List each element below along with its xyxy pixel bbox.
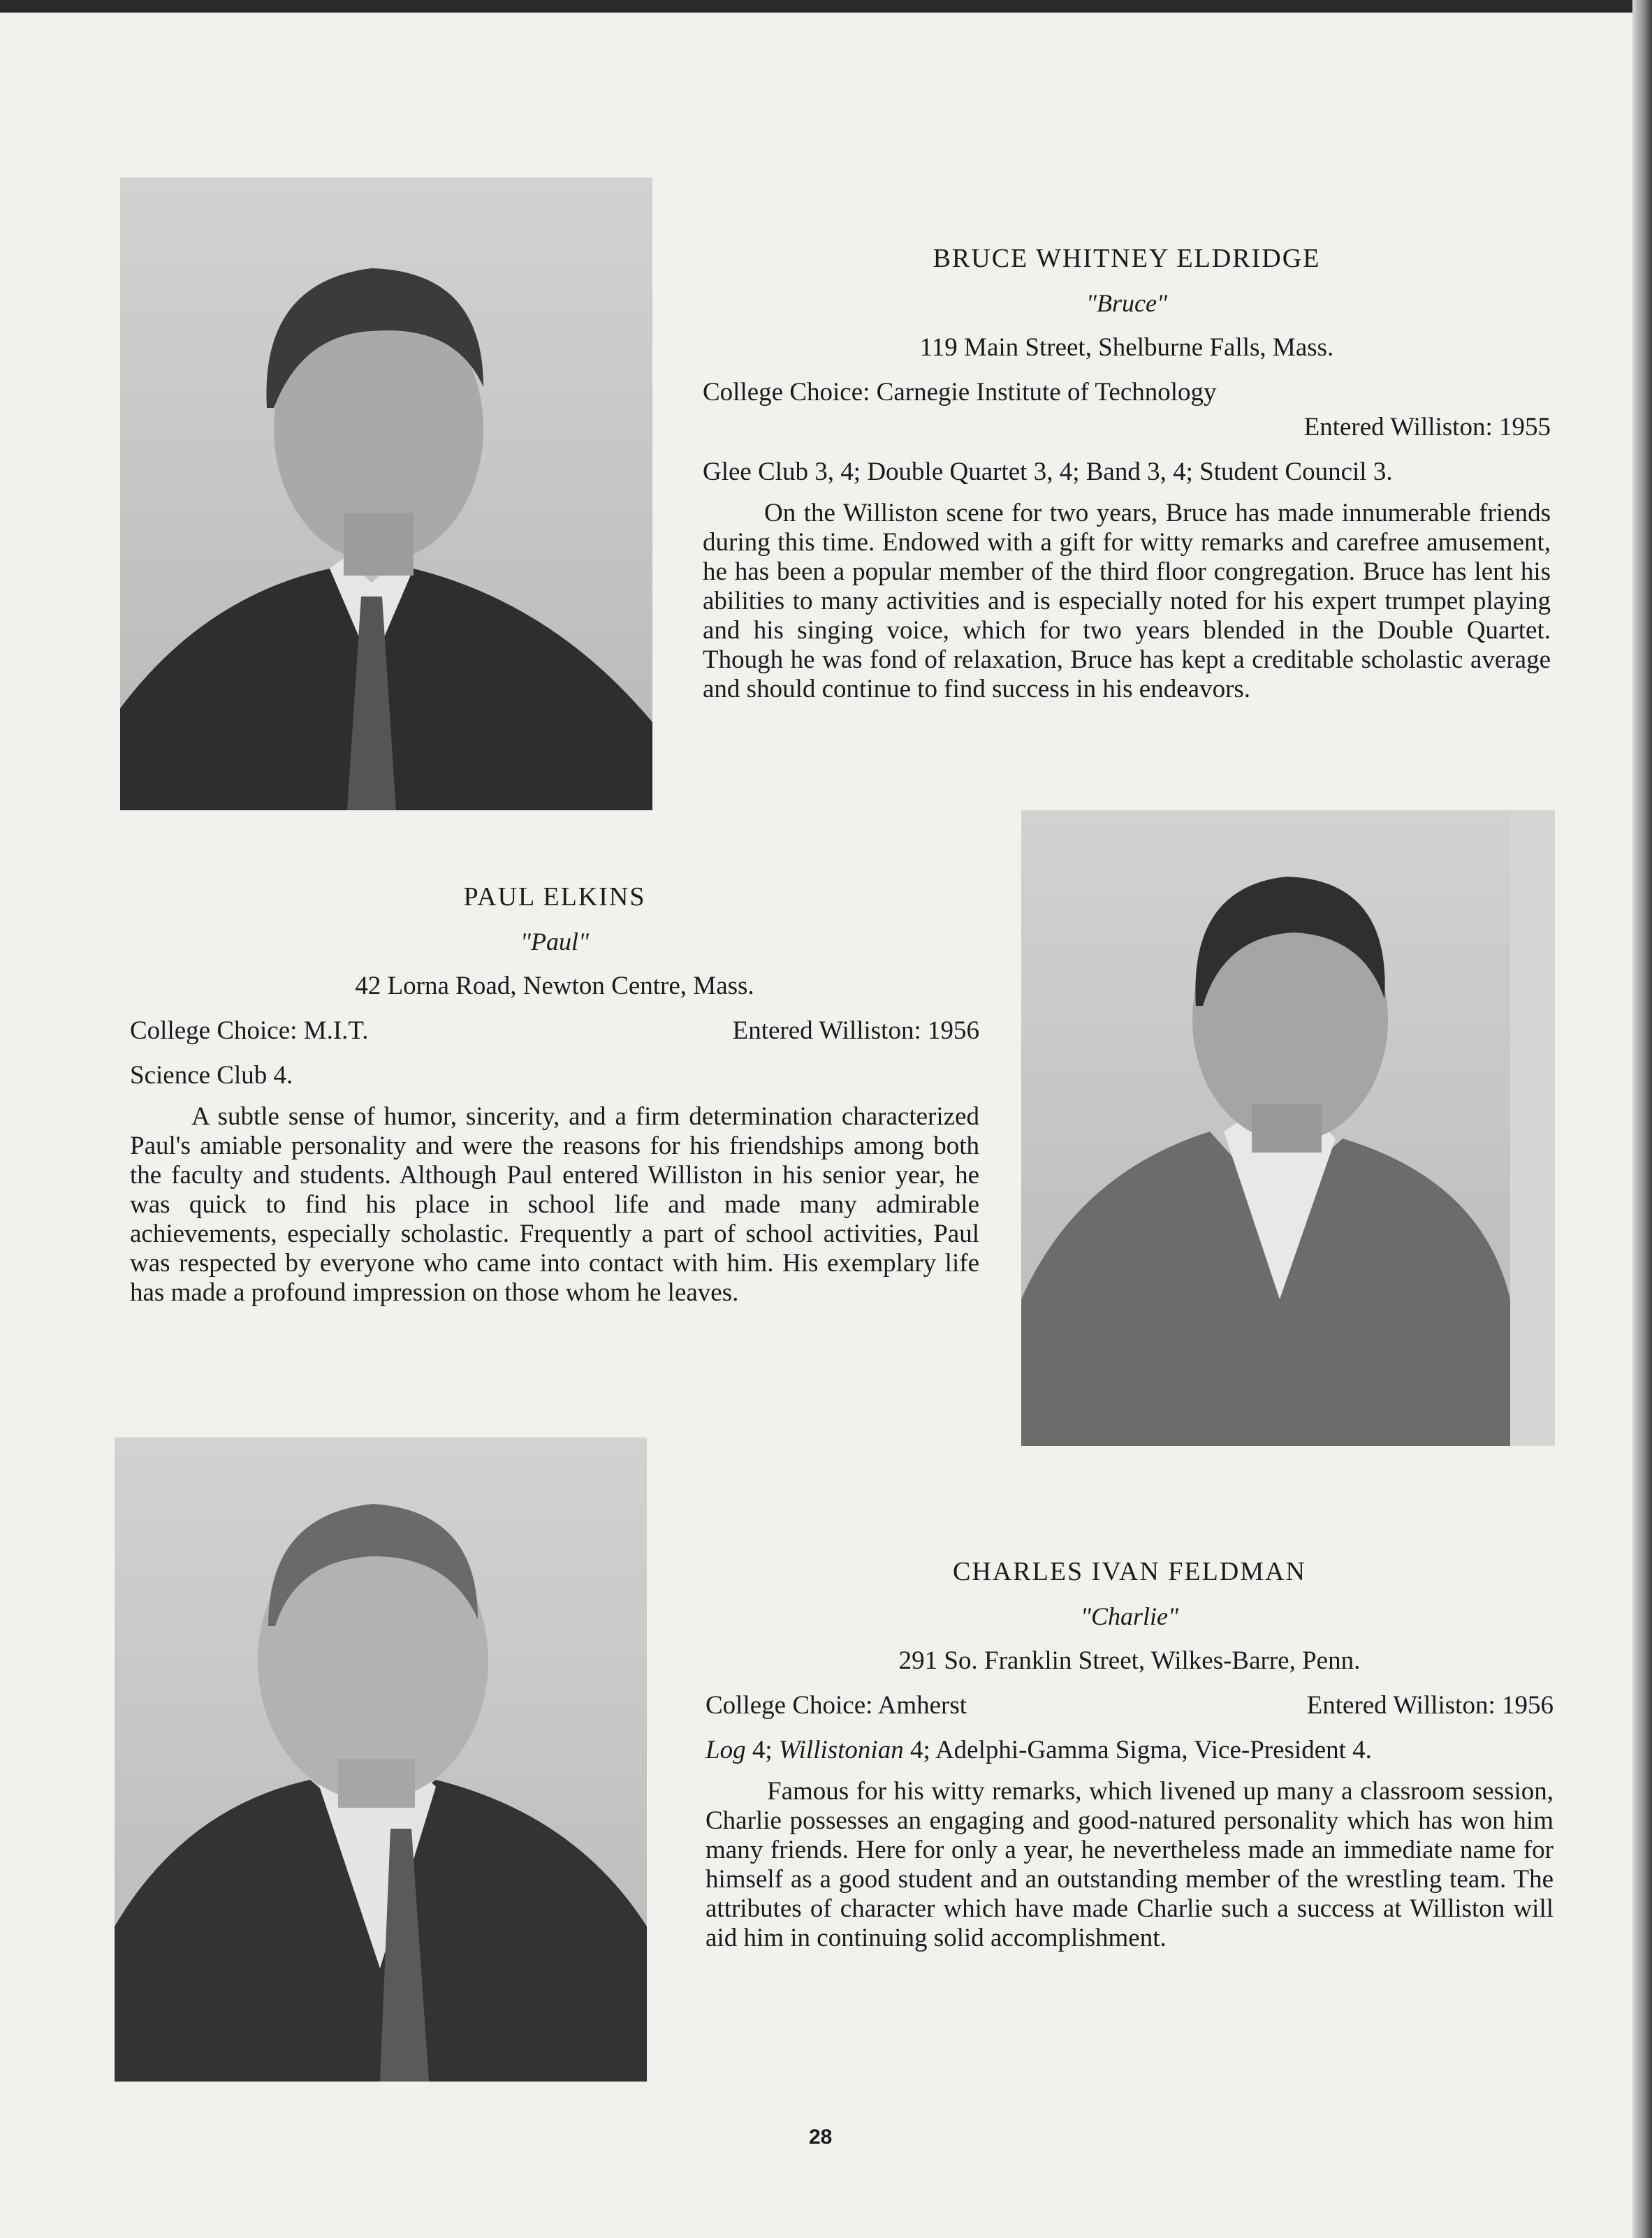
- student-address: 42 Lorna Road, Newton Centre, Mass.: [355, 972, 754, 1000]
- student-nickname: "Paul": [520, 928, 590, 956]
- student-name: BRUCE WHITNEY ELDRIDGE: [933, 244, 1321, 273]
- portrait-photo-charlie: [115, 1438, 647, 2082]
- entered-year: Entered Williston: 1956: [1306, 1691, 1554, 1720]
- student-name: CHARLES IVAN FELDMAN: [953, 1557, 1306, 1586]
- senior-entry-feldman: [706, 1556, 1554, 1953]
- biography: Famous for his witty remarks, which livened up many a classroom session, Charlie possesses an engaging and good-natured personality which has won him many friends. Here for only a year, he nevertheless made an immediate name for himself as a good student and an outstanding member of the wrestling team. The attributes of character which have made Charlie such a success at Williston will aid him in continuing solid accomplishment.: [706, 1777, 1554, 1952]
- yearbook-page: [0, 13, 1633, 2238]
- college-choice: College Choice: Amherst: [706, 1691, 967, 1720]
- student-address: 119 Main Street, Shelburne Falls, Mass.: [919, 333, 1334, 362]
- page-number: 28: [809, 2126, 833, 2149]
- book-spine-edge: [1632, 0, 1652, 2238]
- activities: Science Club 4.: [130, 1061, 293, 1090]
- senior-entry-eldridge: [703, 243, 1551, 704]
- college-choice: College Choice: Carnegie Institute of Technology: [703, 378, 1217, 407]
- biography: On the Williston scene for two years, Bruce has made innumerable friends during this time. Endowed with a gift for witty remarks and carefree amusement, he has been a popular member of the third floor congregation. Bruce has lent his abilities to many activities and is especially noted for his expert trumpet playing and his singing voice, which for two years blended in the Double Quartet. Though he was fond of relaxation, Bruce has kept a creditable scholastic average and should continue to find success in his endeavors.: [703, 499, 1551, 703]
- college-choice-row: [130, 1016, 979, 1046]
- college-choice-row: [706, 1690, 1554, 1721]
- student-name: PAUL ELKINS: [463, 882, 646, 912]
- student-nickname: "Charlie": [1080, 1602, 1179, 1630]
- college-choice: College Choice: M.I.T.: [130, 1016, 369, 1045]
- activities: Glee Club 3, 4; Double Quartet 3, 4; Band 3, 4; Student Council 3.: [703, 458, 1393, 486]
- entered-year: Entered Williston: 1955: [1303, 413, 1551, 441]
- student-nickname: "Bruce": [1086, 289, 1168, 317]
- activity-log: Log: [706, 1736, 746, 1764]
- portrait-photo-bruce: [120, 177, 652, 810]
- biography: A subtle sense of humor, sincerity, and a firm determination characterized Paul's amiable personality and were the reasons for his friendships among both the faculty and students. Although Paul entered Williston in his senior year, he was quick to find his place in school life and made many admirable achievements, especially scholastic. Frequently a part of school activities, Paul was respected by everyone who came into contact with him. His exemplary life has made a profound impression on those whom he leaves.: [130, 1102, 979, 1307]
- senior-entry-elkins: [130, 882, 979, 1308]
- student-address: 291 So. Franklin Street, Wilkes-Barre, Penn.: [898, 1646, 1361, 1675]
- portrait-photo-paul: [1021, 810, 1555, 1446]
- activity-willistonian: Willistonian: [778, 1736, 904, 1764]
- entered-year: Entered Williston: 1956: [732, 1016, 979, 1045]
- activities: Log 4; Willistonian 4; Adelphi-Gamma Sigma, Vice-President 4.: [706, 1736, 1372, 1764]
